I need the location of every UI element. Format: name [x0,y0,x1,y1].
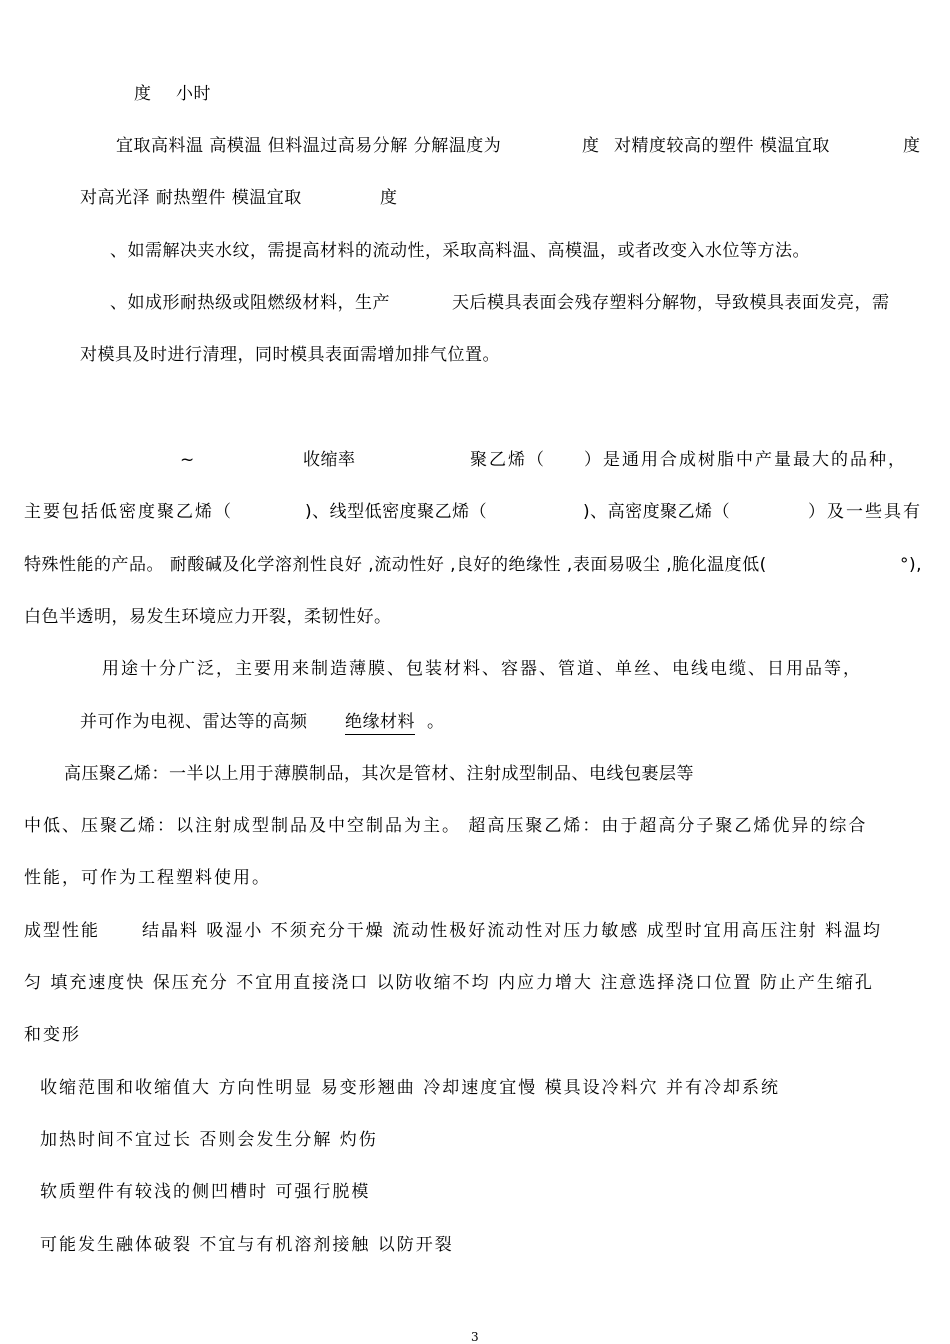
text-line: 小时 [176,84,211,104]
text-line: 收缩率 [303,450,356,470]
text-line: 聚乙烯（ [470,450,546,470]
text-line: 软质塑件有较浅的侧凹槽时 可强行脱模 [40,1182,371,1202]
text-line: 用途十分广泛，主要用来制造薄膜、包装材料、容器、管道、单丝、电线电缆、日用品等， [102,659,862,679]
text-line: 结晶料 吸湿小 不须充分干燥 流动性极好流动性对压力敏感 成型时宜用高压注射 料温均 [142,921,883,941]
text-line: 特殊性能的产品。 耐酸碱及化学溶剂性良好 ,流动性好 ,良好的绝缘性 ,表面易吸尘 ,脆化温度低( [24,555,767,575]
text-line: 匀 填充速度快 保压充分 不宜用直接浇口 以防收缩不均 内应力增大 注意选择浇口位置 防止产生缩孔 [24,973,874,993]
text-line: 加热时间不宜过长 否则会发生分解 灼伤 [40,1130,378,1150]
text-line: 度 [903,136,921,156]
text-line: )、高密度聚乙烯（ [583,502,731,522]
text-line: 度 [380,188,398,208]
text-line: 宜取高料温 高模温 但料温过高易分解 分解温度为 [116,136,502,156]
text-line: 度 [582,136,600,156]
text-line: 对高光泽 耐热塑件 模温宜取 [80,188,302,208]
text-line: )、线型低密度聚乙烯（ [305,502,488,522]
text-line: 中低、压聚乙烯：以注射成型制品及中空制品为主。 超高压聚乙烯：由于超高分子聚乙烯优异的综合 [24,816,868,836]
text-line: 对精度较高的塑件 模温宜取 [614,136,830,156]
text-line: 和变形 [24,1025,81,1045]
text-line: 性能，可作为工程塑料使用。 [24,868,271,888]
text-line: 成型性能 [24,921,100,941]
text-line: 可能发生融体破裂 不宜与有机溶剂接触 以防开裂 [40,1235,454,1255]
text-line: 天后模具表面会残存塑料分解物，导致模具表面发亮，需 [452,293,890,313]
text-line: 白色半透明，易发生环境应力开裂，柔韧性好。 [24,607,392,627]
text-line: ）及一些具有 [808,502,922,522]
text-line: 对模具及时进行清理，同时模具表面需增加排气位置。 [80,345,500,365]
page-number: 3 [471,1330,479,1344]
text-line: 高压聚乙烯：一半以上用于薄膜制品，其次是管材、注射成型制品、电线包裹层等 [64,764,694,784]
text-line: 主要包括低密度聚乙烯（ [24,502,233,522]
text-line: 收缩范围和收缩值大 方向性明显 易变形翘曲 冷却速度宜慢 模具设冷料穴 并有冷却系统 [40,1078,781,1098]
text-line: ）是通用合成树脂中产量最大的品种， [584,450,907,470]
text-line: 。 [427,712,445,732]
text-line: 、如成形耐热级或阻燃级材料，生产 [110,293,390,313]
text-line: °), [900,555,923,575]
underlined-term: 绝缘材料 [345,711,415,735]
text-line: 并可作为电视、雷达等的高频 [80,712,308,732]
text-line: ~ [180,450,195,470]
text-line: 、如需解决夹水纹，需提高材料的流动性，采取高料温、高模温，或者改变入水位等方法。 [110,241,810,261]
text-line: 度 [134,84,152,104]
